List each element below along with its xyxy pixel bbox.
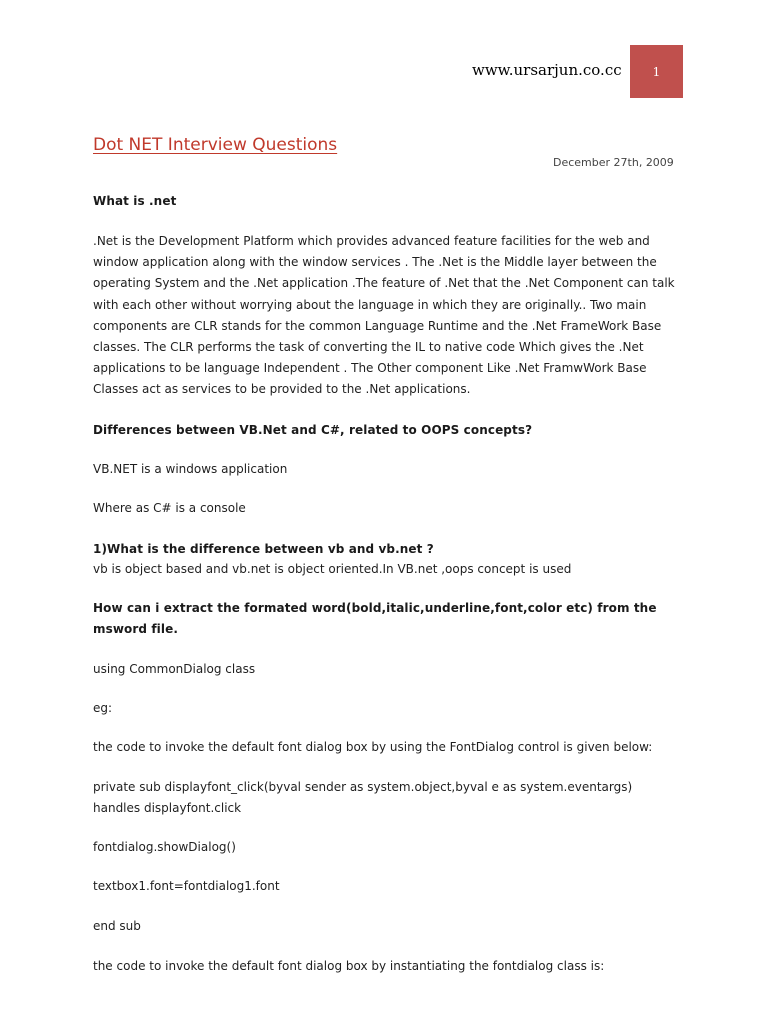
code-line: fontdialog.showDialog() — [93, 840, 236, 854]
document-date: December 27th, 2009 — [553, 156, 674, 169]
question-heading: What is .net — [93, 194, 177, 208]
answer-paragraph: .Net is the Development Platform which provides advanced feature facilities for the web and window application along with the window services . The .Net is the Middle layer between the operating System and the .Net application .The feature of .Net that the .Net Component can talk with each other without worrying about the language in which they are originally.. Two main components are CLR stands for the common Language Runtime and the .Net FrameWork Base classes. The CLR performs the task of converting the IL to native code Which gives the .Net applications to be language Independent . The Other component Like .Net FramwWork Base Classes act as services to be provided to the .Net applications. — [93, 234, 675, 397]
document-title: Dot NET Interview Questions — [93, 135, 338, 155]
answer-line: using CommonDialog class — [93, 662, 256, 676]
question-heading: 1)What is the difference between vb and vb.net ? — [93, 542, 434, 556]
answer-line: the code to invoke the default font dialog box by using the FontDialog control is given below: — [93, 740, 653, 754]
page-number: 1 — [652, 64, 661, 79]
answer-line: VB.NET is a windows application — [93, 462, 288, 476]
code-line: private sub displayfont_click(byval sender as system.object,byval e as system.eventargs) handles displayfont.click — [93, 780, 633, 816]
page-number-badge — [630, 45, 683, 98]
code-line: textbox1.font=fontdialog1.font — [93, 879, 280, 893]
website-url: www.ursarjun.co.cc — [472, 61, 622, 79]
answer-line: Where as C# is a console — [93, 501, 246, 515]
question-heading: How can i extract the formated word(bold,italic,underline,font,color etc) from the msword file. — [93, 601, 657, 637]
answer-line: eg: — [93, 701, 113, 715]
answer-line: vb is object based and vb.net is object oriented.In VB.net ,oops concept is used — [93, 562, 572, 576]
question-heading: Differences between VB.Net and C#, related to OOPS concepts? — [93, 423, 533, 437]
code-line: end sub — [93, 919, 141, 933]
answer-line: the code to invoke the default font dialog box by instantiating the fontdialog class is: — [93, 959, 605, 973]
